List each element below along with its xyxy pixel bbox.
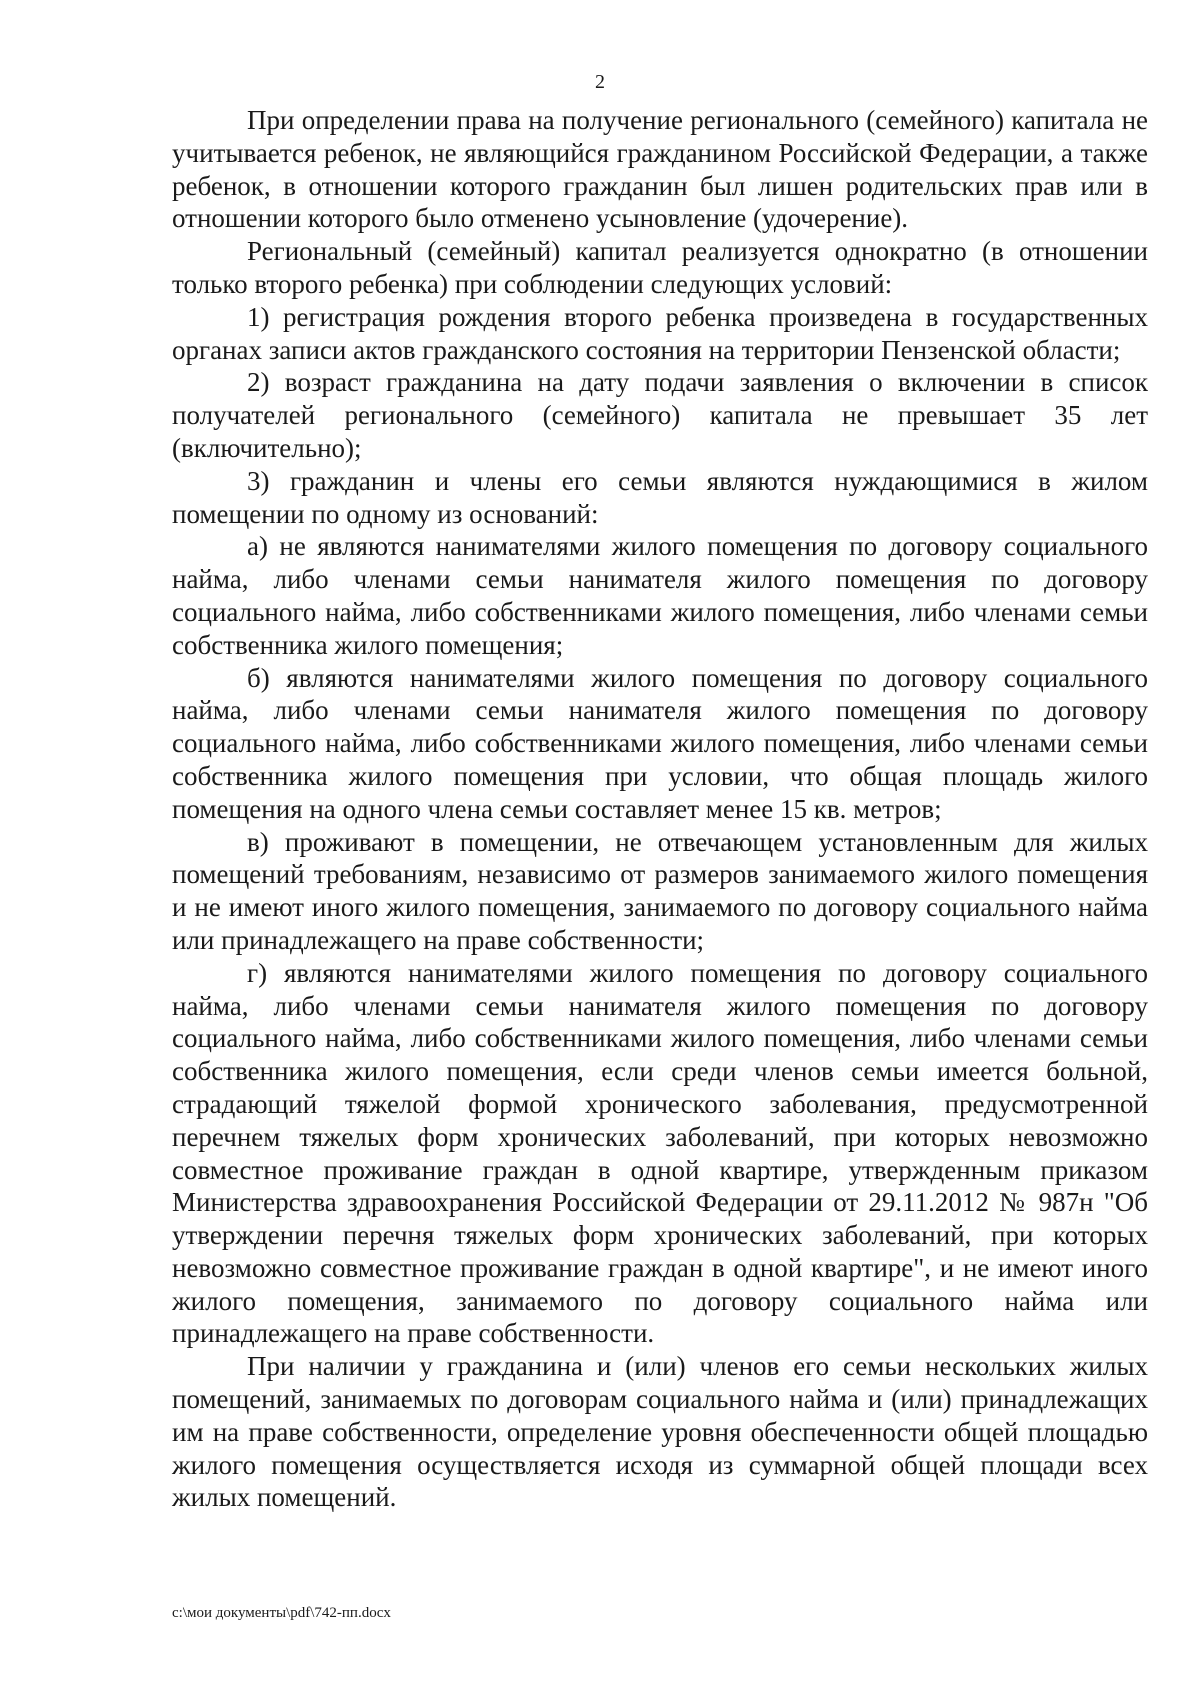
paragraph-child-eligibility: При определении права на получение регионального (семейного) капитала не учитывается ребенок, не являющийся гражданином Российской Федерации, а также ребенок, в отношении которого гражданин был лишен родительских прав или в отношении которого было отменено усыновление (удочерение).	[172, 105, 1148, 234]
list-item-condition-2: 2) возраст гражданина на дату подачи заявления о включении в список получателей регионального (семейного) капитала не превышает 35 лет (включительно);	[172, 367, 1148, 463]
list-item-condition-1: 1) регистрация рождения второго ребенка произведена в государственных органах записи актов гражданского состояния на территории Пензенской области;	[172, 301, 1148, 365]
list-item-ground-g: г) являются нанимателями жилого помещения по договору социального найма, либо членами семьи нанимателя жилого помещения по договору социального найма, либо собственниками жилого помещения, либо членами семьи собственника жилого помещения, если среди членов семьи имеется больной, страдающий тяжелой формой хронического заболевания, предусмотренной перечнем тяжелых форм хронических заболеваний, при которых невозможно совместное проживание граждан в одной квартире, утвержденным приказом Министерства здравоохранения Российской Федерации от 29.11.2012 № 987н "Об утверждении перечня тяжелых форм хронических заболеваний, при которых невозможно совместное проживание граждан в одной квартире", и не имеют иного жилого помещения, занимаемого по договору социального найма или принадлежащего на праве собственности.	[172, 957, 1148, 1349]
list-item-ground-b: б) являются нанимателями жилого помещения по договору социального найма, либо членами семьи нанимателя жилого помещения по договору социального найма, либо собственниками жилого помещения, либо членами семьи собственника жилого помещения при условии, что общая площадь жилого помещения на одного члена семьи составляет менее 15 кв. метров;	[172, 662, 1148, 824]
page-number: 2	[595, 71, 605, 93]
document-body	[172, 104, 1148, 1514]
list-item-ground-v: в) проживают в помещении, не отвечающем установленным для жилых помещений требованиям, независимо от размеров занимаемого жилого помещения и не имеют иного жилого помещения, занимаемого по договору социального найма или принадлежащего на праве собственности;	[172, 826, 1148, 955]
paragraph-capital-conditions: Региональный (семейный) капитал реализуется однократно (в отношении только второго ребенка) при соблюдении следующих условий:	[172, 236, 1148, 299]
list-item-condition-3: 3) гражданин и члены его семьи являются нуждающимися в жилом помещении по одному из оснований:	[172, 465, 1148, 529]
list-item-ground-a: а) не являются нанимателями жилого помещения по договору социального найма, либо членами семьи нанимателя жилого помещения по договору социального найма, либо собственниками жилого помещения, либо членами семьи собственника жилого помещения;	[172, 531, 1148, 660]
paragraph-multiple-premises: При наличии у гражданина и (или) членов его семьи нескольких жилых помещений, занимаемых по договорам социального найма и (или) принадлежащих им на праве собственности, определение уровня обеспеченности общей площадью жилого помещения осуществляется исходя из суммарной общей площади всех жилых помещений.	[172, 1351, 1148, 1513]
footer-file-path: c:\мои документы\pdf\742-пп.docx	[172, 1605, 391, 1621]
